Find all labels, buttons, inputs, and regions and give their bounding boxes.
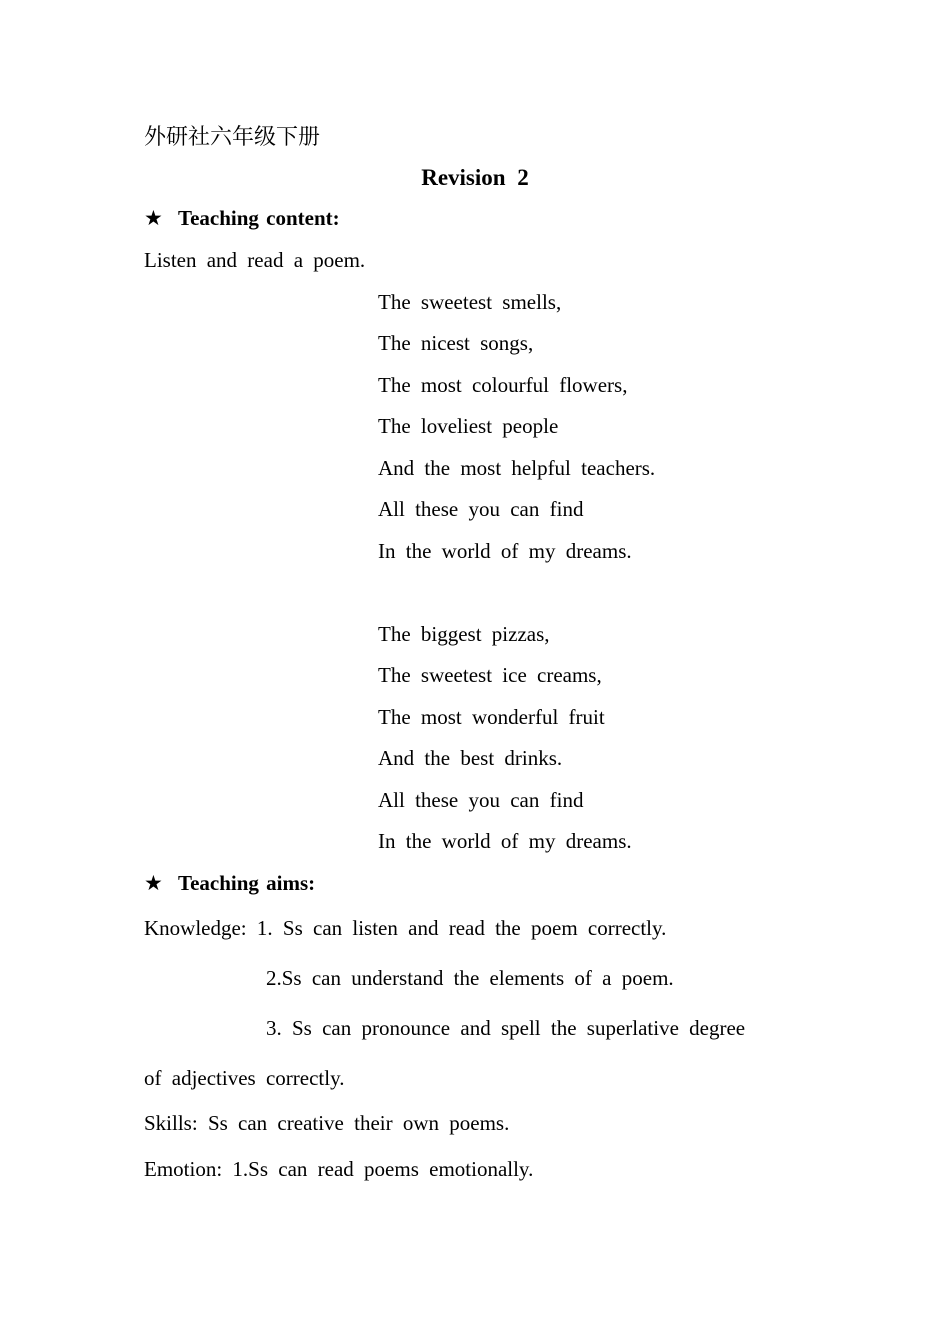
knowledge-item-3-continued: of adjectives correctly. (144, 1066, 345, 1090)
poem-line: In the world of my dreams. (378, 539, 632, 563)
skills-item: Skills: Ss can creative their own poems. (144, 1111, 510, 1135)
poem-line: The most wonderful fruit (378, 705, 605, 729)
teaching-aims-heading (144, 873, 315, 894)
knowledge-item-1: Knowledge: 1. Ss can listen and read the poem correctly. (144, 916, 667, 940)
poem-line: The sweetest smells, (378, 290, 562, 314)
star-icon: ★ (144, 206, 163, 230)
poem-line: The biggest pizzas, (378, 622, 550, 646)
teaching-content-intro: Listen and read a poem. (144, 248, 366, 272)
poem-line: In the world of my dreams. (378, 829, 632, 853)
emotion-item: Emotion: 1.Ss can read poems emotionally. (144, 1157, 534, 1181)
teaching-content-label: Teaching content: (178, 206, 340, 230)
poem-line: And the best drinks. (378, 746, 563, 770)
poem-line: The sweetest ice creams, (378, 663, 602, 687)
poem-line: All these you can find (378, 497, 584, 521)
header-text: 外研社六年级下册 (144, 124, 321, 149)
poem-line: All these you can find (378, 788, 584, 812)
poem-line: The nicest songs, (378, 331, 534, 355)
star-icon: ★ (144, 871, 163, 895)
document-title: Revision 2 (421, 165, 529, 190)
knowledge-item-2: 2.Ss can understand the elements of a poem. (266, 966, 674, 990)
teaching-content-heading (144, 208, 340, 229)
knowledge-item-3: 3. Ss can pronounce and spell the superlative degree (266, 1016, 746, 1040)
poem-line: And the most helpful teachers. (378, 456, 656, 480)
poem-line: The most colourful flowers, (378, 373, 628, 397)
poem-line: The loveliest people (378, 414, 559, 438)
teaching-aims-label: Teaching aims: (178, 871, 316, 895)
